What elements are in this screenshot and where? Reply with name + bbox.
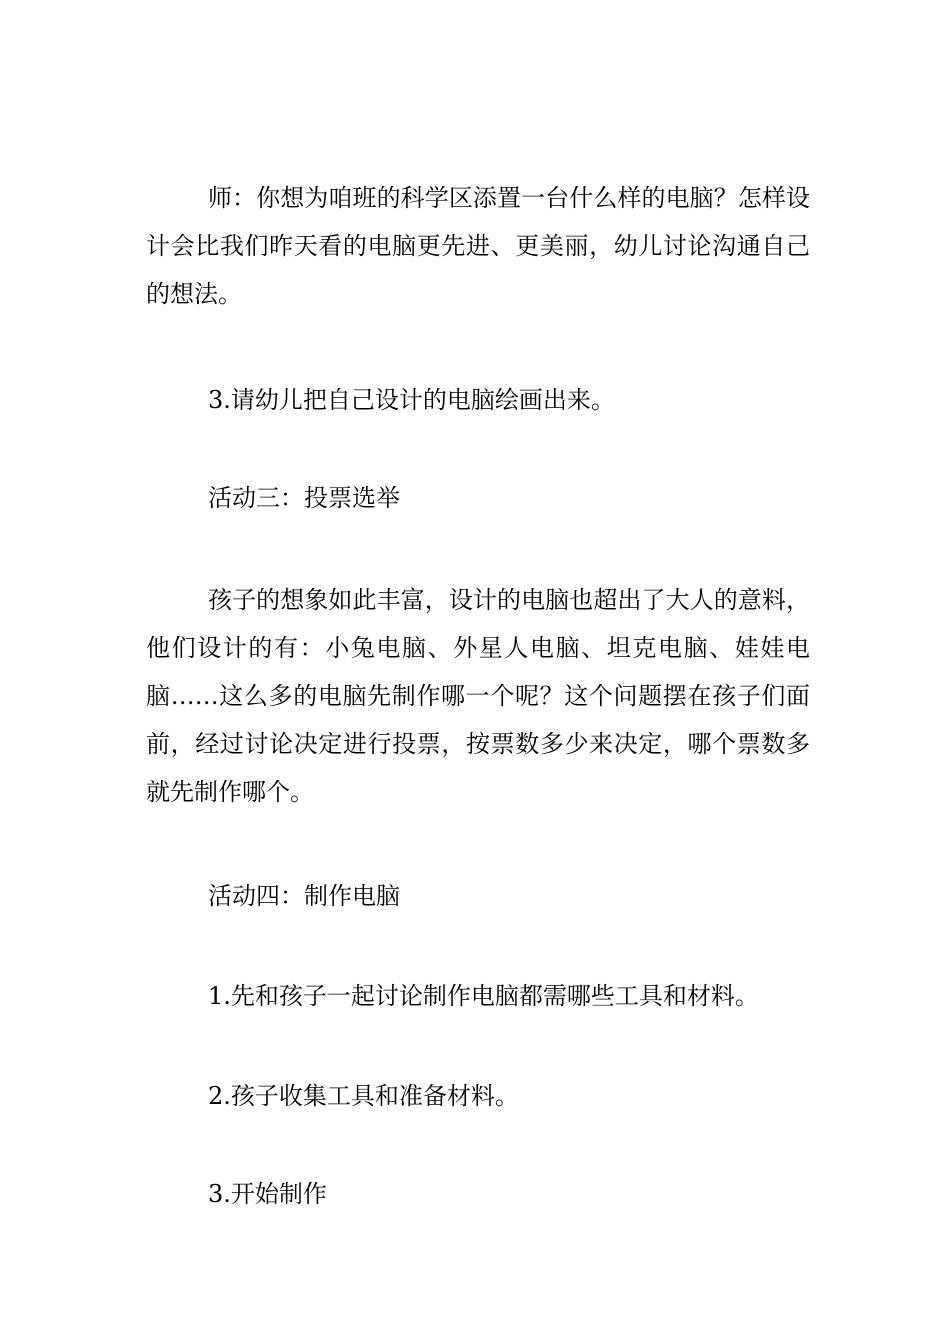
paragraph-step-1-discuss: 1.先和孩子一起讨论制作电脑都需哪些工具和材料。 <box>208 982 759 1010</box>
paragraph-step-2-collect: 2.孩子收集工具和准备材料。 <box>208 1082 519 1110</box>
heading-activity-3: 活动三：投票选举 <box>208 484 400 512</box>
paragraph-step-3-make: 3.开始制作 <box>208 1180 327 1208</box>
paragraph-teacher-question: 师：你想为咱班的科学区添置一台什么样的电脑？怎样设计会比我们昨天看的电脑更先进、更美丽，幼儿讨论沟通自己的想法。 <box>146 184 810 308</box>
paragraph-step-3-draw: 3.请幼儿把自己设计的电脑绘画出来。 <box>208 386 615 414</box>
paragraph-children-imagination: 孩子的想象如此丰富，设计的电脑也超出了大人的意料，他们设计的有：小兔电脑、外星人电脑、坦克电脑、娃娃电脑……这么多的电脑先制作哪一个呢？这个问题摆在孩子们面前，经过讨论决定进行投票，按票数多少来决定，哪个票数多就先制作哪个。 <box>146 586 810 806</box>
heading-activity-4: 活动四：制作电脑 <box>208 882 400 910</box>
